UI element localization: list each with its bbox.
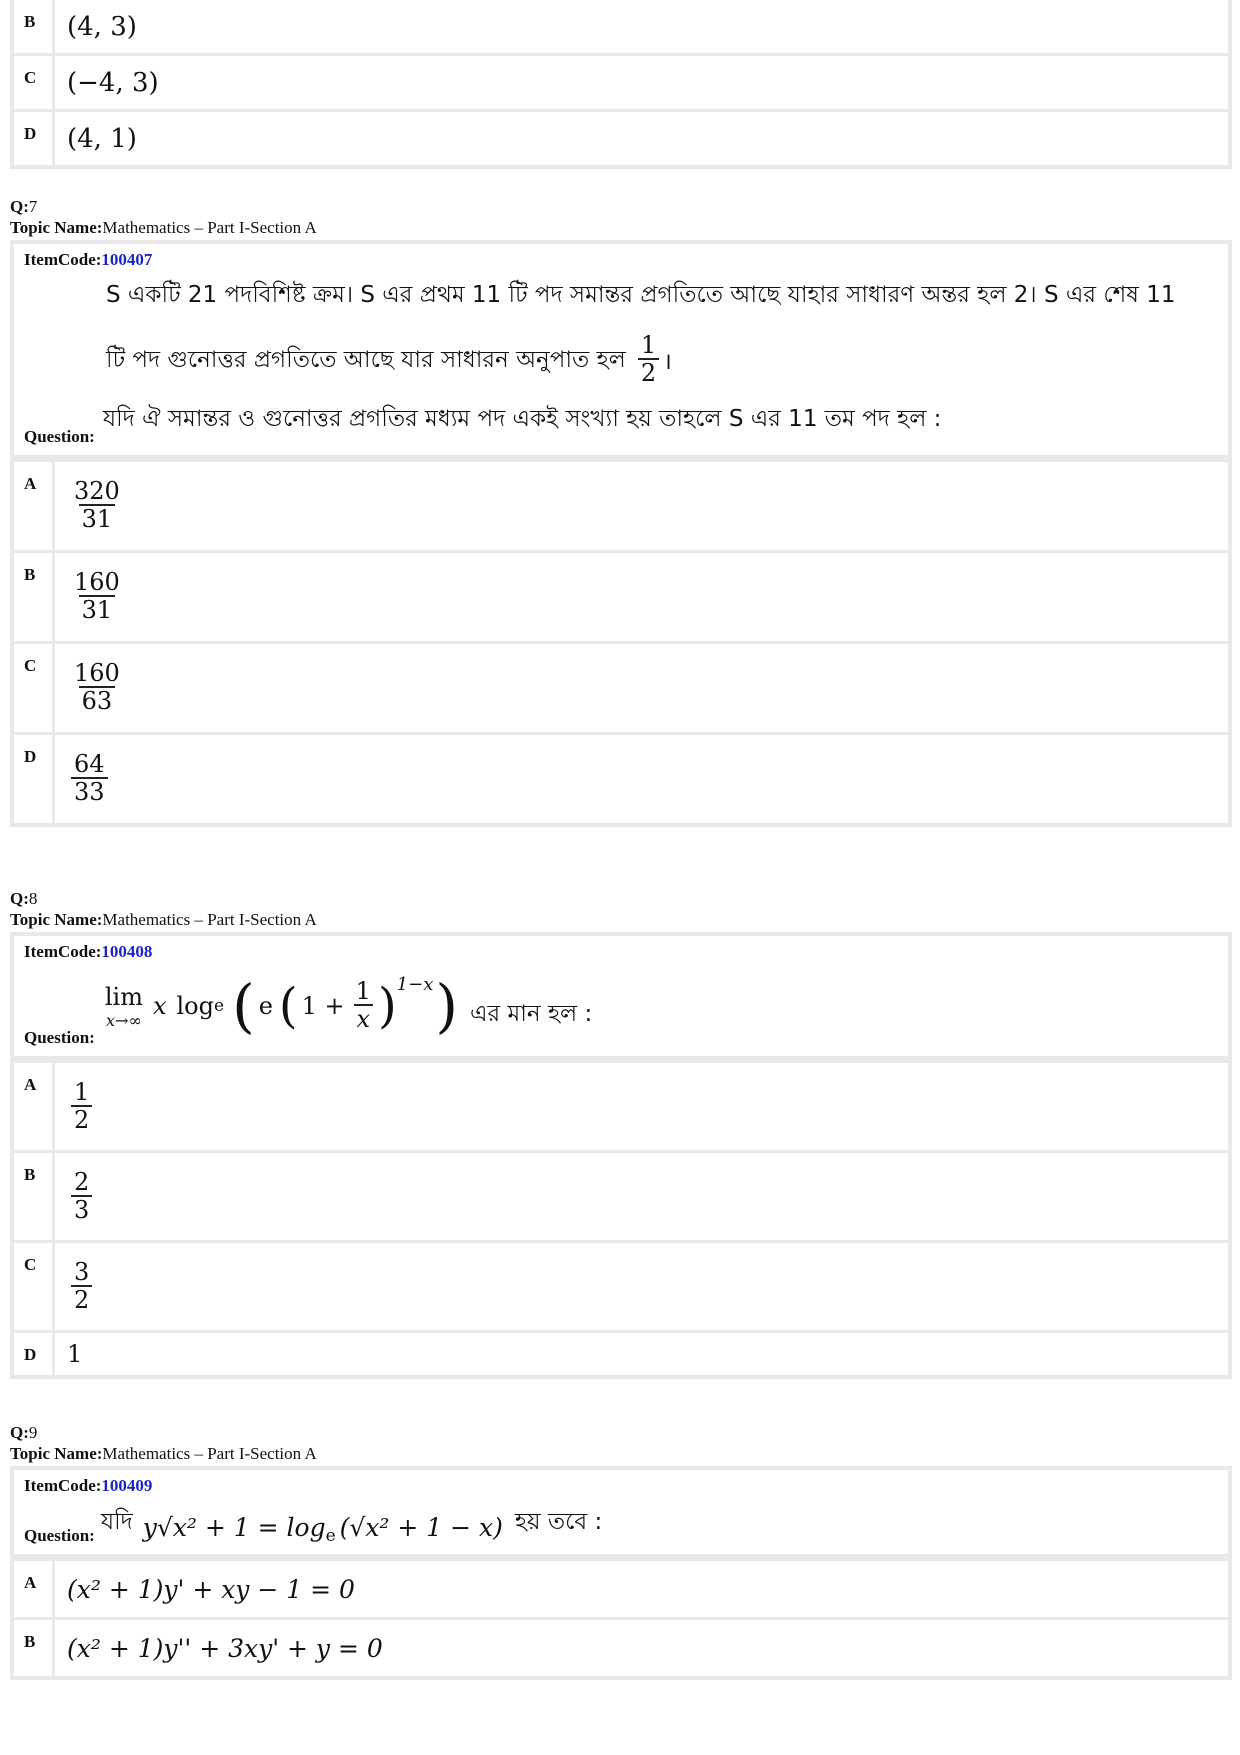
option-row[interactable]	[14, 459, 1228, 550]
fraction-numerator: 2	[74, 1167, 90, 1196]
fraction-denominator: x	[354, 1004, 374, 1032]
fraction-denominator: 2	[71, 1285, 92, 1313]
question-box	[10, 1466, 1232, 1558]
question-text: যদি ঐ সমান্তর ও গুনোত্তর প্রগতির মধ্যম পদ একই সংখ্যা হয় তাহলে S এর 11 তম পদ হল :	[102, 406, 942, 432]
option-letter: B	[14, 1153, 55, 1240]
fraction-numerator: 1	[74, 1077, 90, 1106]
option-letter: D	[14, 112, 55, 165]
option-value: (x² + 1)y' + xy − 1 = 0	[67, 1574, 355, 1604]
option-fraction	[71, 752, 108, 806]
topic-line	[10, 1443, 1232, 1464]
option-fraction	[71, 661, 123, 715]
expr-variable: x	[152, 992, 167, 1020]
q7-options	[10, 459, 1232, 827]
question-text: টি পদ গুনোত্তর প্রগতিতে আছে যার সাধারন অনুপাত হল	[106, 346, 626, 373]
option-row[interactable]	[14, 1060, 1228, 1150]
topic-prefix: Topic Name:	[10, 910, 103, 929]
euler-e: e	[258, 992, 273, 1020]
question-line-2	[14, 320, 1228, 396]
fraction-numerator: 160	[74, 568, 120, 597]
fraction-numerator: 160	[74, 659, 120, 688]
option-fraction	[71, 1077, 92, 1134]
option-row[interactable]	[14, 109, 1228, 165]
option-letter: C	[14, 56, 55, 109]
option-letter: B	[14, 1620, 55, 1676]
fraction-denominator: 33	[71, 777, 108, 805]
topic-prefix: Topic Name:	[10, 1444, 103, 1463]
fraction-denominator: 31	[79, 504, 116, 532]
paren-open: (	[278, 978, 298, 1034]
topic-line	[10, 909, 1232, 930]
equation-lhs: y√x² + 1 = log	[142, 1513, 326, 1542]
question-line	[14, 962, 1228, 1056]
itemcode-prefix: ItemCode:	[24, 250, 102, 269]
option-fraction	[71, 479, 123, 533]
itemcode-prefix: ItemCode:	[24, 942, 102, 961]
option-letter: C	[14, 644, 55, 732]
lim-subscript: x→∞	[106, 1010, 142, 1030]
exponent: 1−x	[396, 973, 434, 995]
topic-line	[10, 217, 1232, 238]
option-row[interactable]	[14, 550, 1228, 641]
itemcode-value: 100409	[101, 1476, 153, 1495]
question-9	[10, 1422, 1232, 1680]
topic-name: Mathematics – Part I-Section A	[102, 1444, 317, 1463]
option-fraction	[71, 570, 123, 624]
option-row[interactable]	[14, 641, 1228, 732]
option-letter: B	[14, 553, 55, 641]
option-fraction	[71, 1167, 92, 1224]
option-value: (x² + 1)y'' + 3xy' + y = 0	[67, 1633, 383, 1663]
fraction-denominator: 31	[79, 595, 116, 623]
q9-options	[10, 1558, 1232, 1680]
question-label: Question:	[24, 1526, 95, 1545]
option-value	[55, 1243, 1228, 1330]
option-value	[55, 462, 1228, 550]
topic-name: Mathematics – Part I-Section A	[102, 218, 317, 237]
fraction-denominator: 3	[71, 1195, 92, 1223]
log-base: e	[325, 1526, 336, 1546]
itemcode-value: 100408	[101, 942, 153, 961]
question-7	[10, 196, 1232, 827]
question-line	[14, 1496, 1228, 1554]
topic-prefix: Topic Name:	[10, 218, 103, 237]
q-prefix: Q:	[10, 889, 29, 908]
fraction-numerator: 1	[355, 977, 371, 1006]
item-code	[14, 244, 1228, 270]
fraction-numerator: 64	[74, 750, 105, 779]
item-code	[14, 1470, 1228, 1496]
option-value	[55, 735, 1228, 823]
itemcode-prefix: ItemCode:	[24, 1476, 102, 1495]
q-prefix: Q:	[10, 197, 29, 216]
option-row[interactable]	[14, 1558, 1228, 1617]
question-box	[10, 932, 1232, 1060]
fraction-numerator: 1	[640, 331, 657, 360]
paren-close: )	[377, 978, 397, 1034]
option-row[interactable]	[14, 732, 1228, 823]
log-base: e	[214, 996, 225, 1016]
option-row[interactable]	[14, 0, 1228, 53]
option-letter: A	[14, 462, 55, 550]
option-letter: C	[14, 1243, 55, 1330]
option-value: (4, 1)	[67, 123, 137, 154]
option-value	[55, 553, 1228, 641]
topic-name: Mathematics – Part I-Section A	[102, 910, 317, 929]
q-prefix: Q:	[10, 1423, 29, 1442]
option-row[interactable]	[14, 53, 1228, 109]
fraction-denominator: 2	[71, 1105, 92, 1133]
option-letter: A	[14, 1561, 55, 1617]
option-letter: D	[14, 735, 55, 823]
lim-block	[105, 983, 143, 1030]
question-text-end: ।	[663, 349, 672, 375]
question-prefix: যদি	[100, 1509, 133, 1535]
question-number	[10, 1422, 1232, 1443]
item-code	[14, 936, 1228, 962]
question-number	[10, 888, 1232, 909]
question-8	[10, 888, 1232, 1379]
limit-expression	[105, 972, 458, 1040]
option-row[interactable]	[14, 1240, 1228, 1330]
bracket-close: )	[435, 972, 458, 1040]
q-number: 7	[28, 197, 38, 216]
option-value	[55, 644, 1228, 732]
question-number	[10, 196, 1232, 217]
question-suffix: হয় তবে :	[514, 1509, 603, 1535]
option-letter: B	[14, 0, 55, 53]
q8-options	[10, 1060, 1232, 1379]
fraction-numerator: 320	[74, 477, 120, 506]
option-letter: D	[14, 1333, 55, 1375]
question-label: Question:	[24, 1028, 95, 1047]
option-value: (4, 3)	[67, 11, 137, 42]
option-fraction	[71, 1257, 92, 1314]
inner-fraction	[353, 979, 374, 1033]
fraction-numerator: 3	[74, 1257, 90, 1286]
question-line-3	[14, 396, 1228, 455]
option-value	[55, 1153, 1228, 1240]
log-text: log	[176, 992, 214, 1020]
option-value: 1	[67, 1340, 83, 1368]
bracket-open: (	[232, 972, 255, 1040]
q-number: 9	[28, 1423, 38, 1442]
option-row[interactable]	[14, 1150, 1228, 1240]
ratio-fraction	[638, 333, 659, 387]
itemcode-value: 100407	[101, 250, 153, 269]
fraction-denominator: 63	[79, 686, 116, 714]
option-value	[55, 1063, 1228, 1150]
q6-options	[10, 0, 1232, 169]
question-suffix: এর মান হল :	[470, 1001, 593, 1027]
option-row[interactable]	[14, 1330, 1228, 1375]
question-label: Question:	[24, 427, 95, 446]
option-row[interactable]	[14, 1617, 1228, 1676]
question-box	[10, 240, 1232, 459]
question-line-1: S একটি 21 পদবিশিষ্ট ক্রম। S এর প্রথম 11 টি পদ সমান্তর প্রগতিতে আছে যাহার সাধারণ অন্তর হল 2। S এর শেষ 11	[106, 282, 1176, 308]
option-letter: A	[14, 1063, 55, 1150]
one-plus: 1 +	[301, 992, 345, 1020]
fraction-denominator: 2	[638, 358, 659, 386]
lim-text: lim	[104, 982, 143, 1011]
equation-rhs: (√x² + 1 − x)	[339, 1513, 503, 1542]
option-value: (−4, 3)	[67, 67, 159, 98]
q-number: 8	[28, 889, 38, 908]
